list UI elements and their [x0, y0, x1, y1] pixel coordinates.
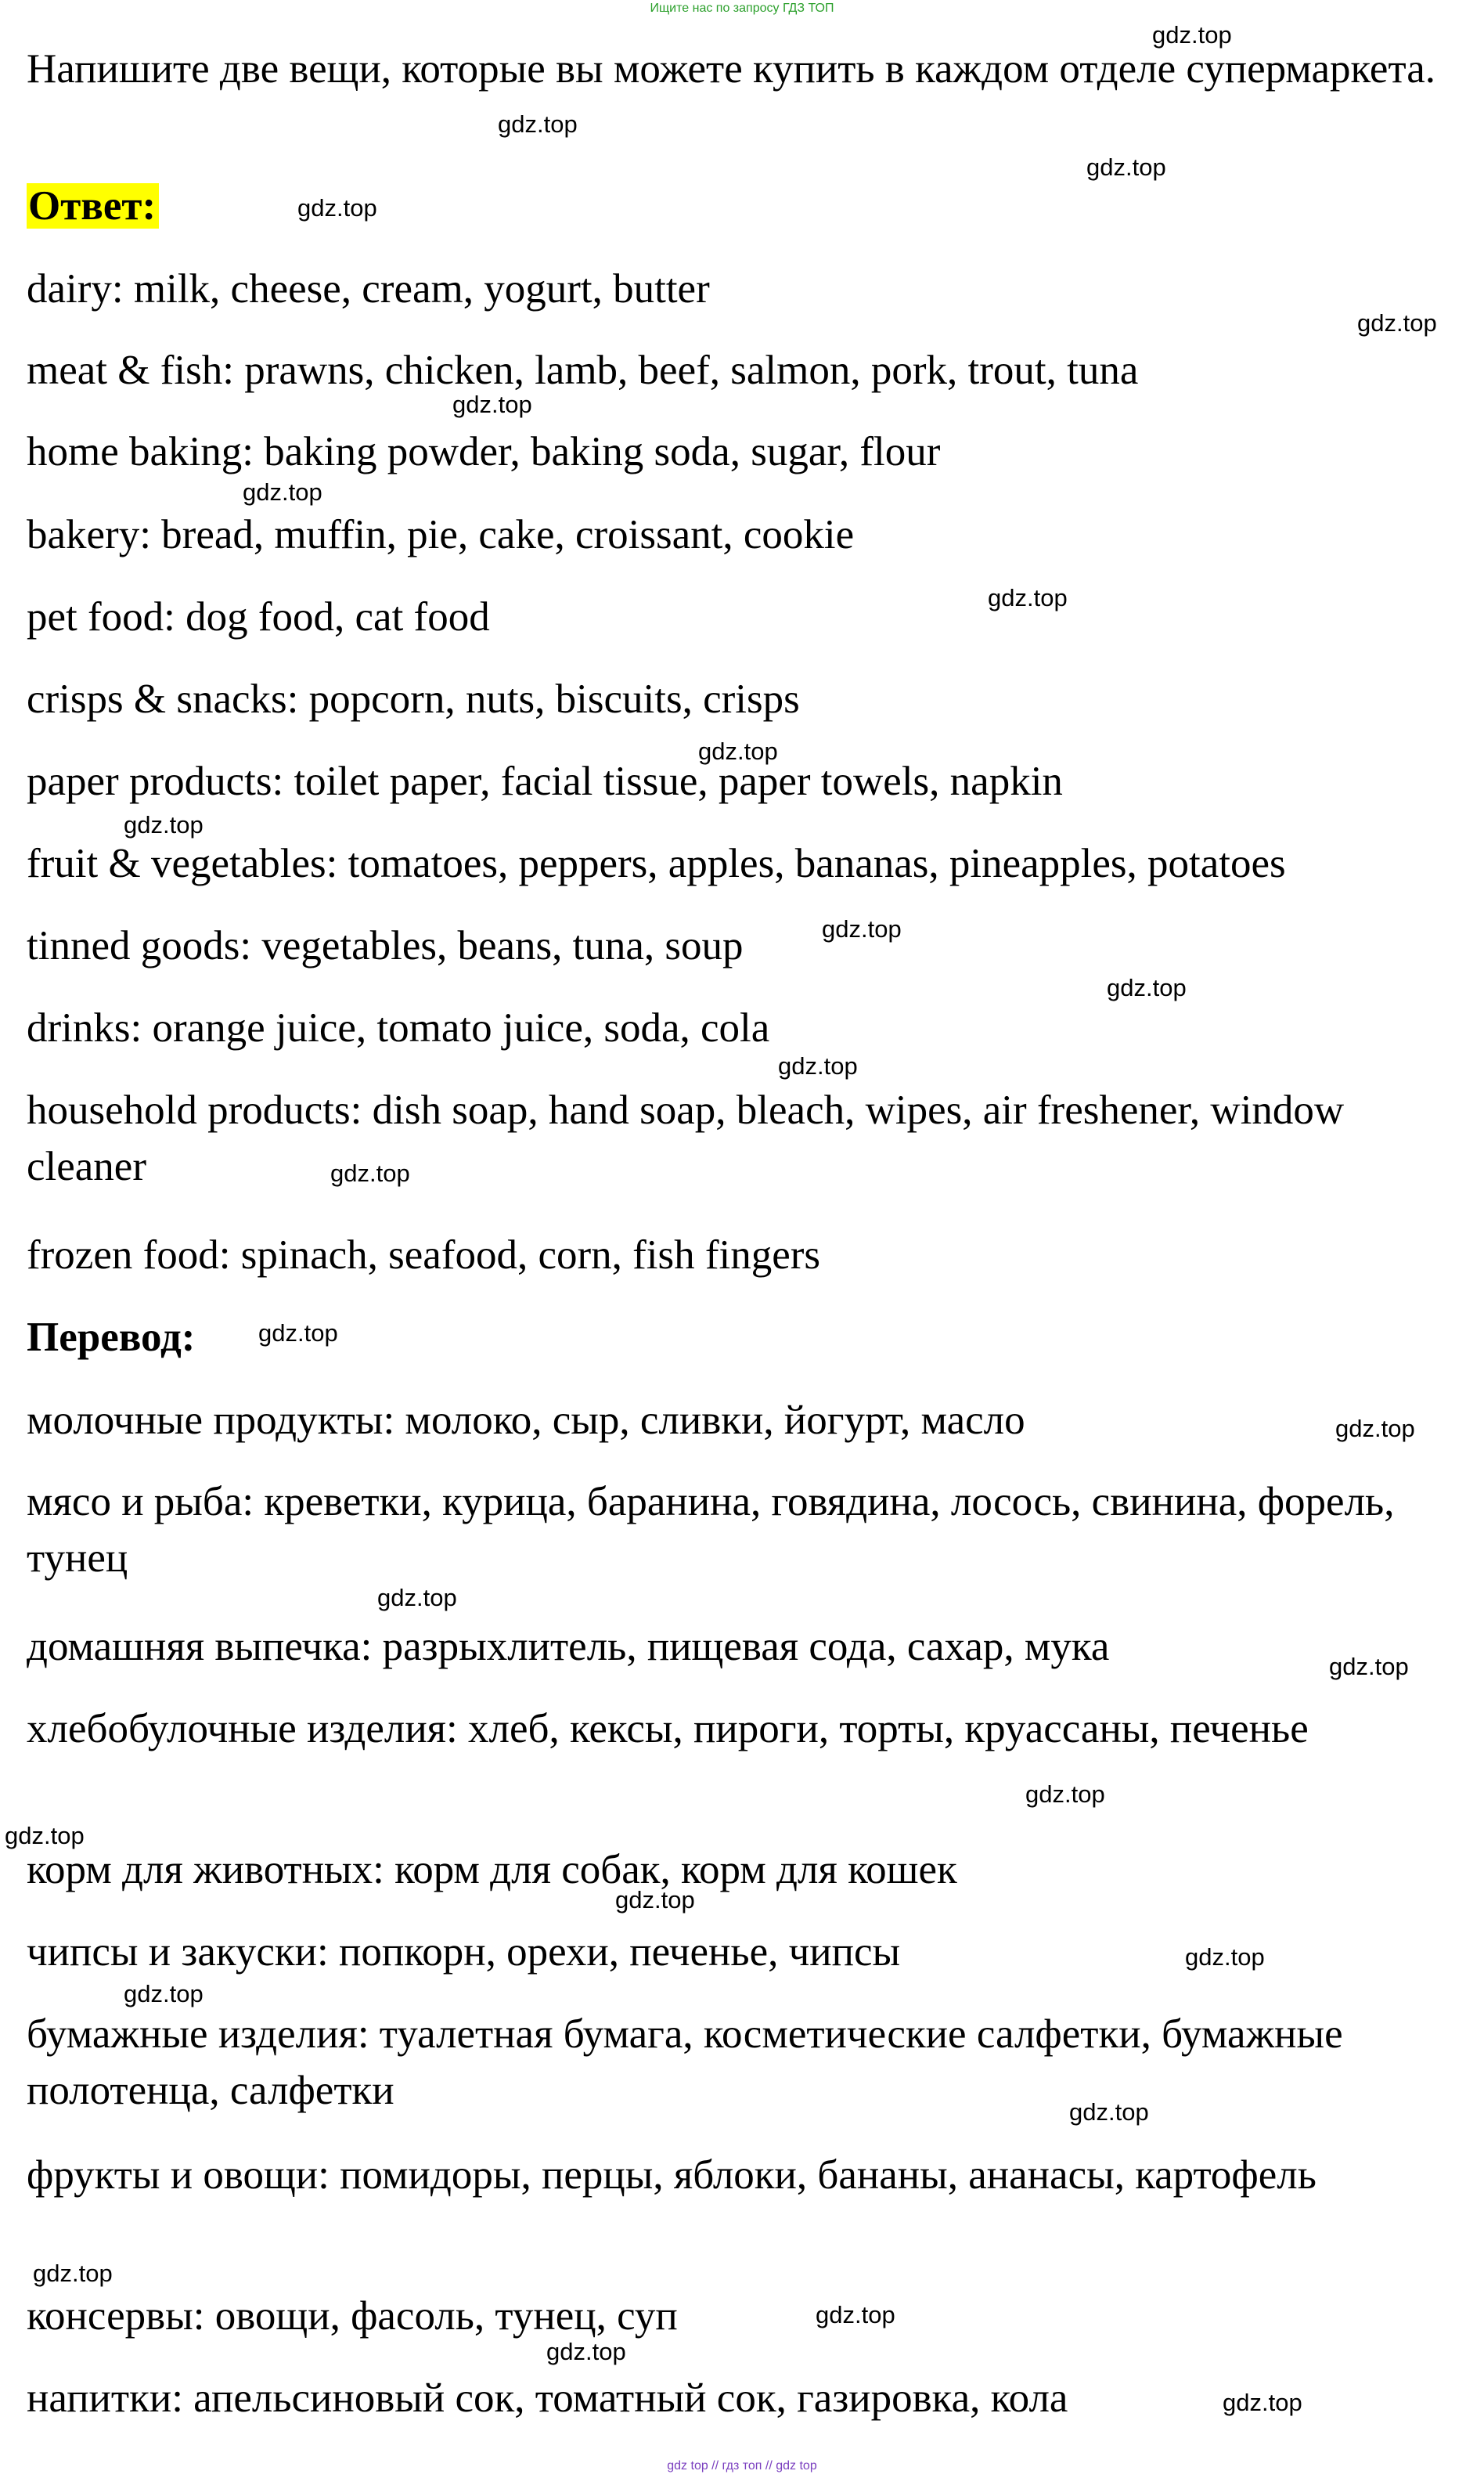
- answer-item: crisps & snacks: popcorn, nuts, biscuits, crisps: [27, 676, 800, 722]
- translation-item: корм для животных: корм для собак, корм для кошек: [27, 1847, 957, 1892]
- watermark: gdz.top: [124, 1980, 204, 2007]
- watermark: gdz.top: [615, 1886, 695, 1914]
- watermark: gdz.top: [33, 2260, 113, 2287]
- answer-item: meat & fish: prawns, chicken, lamb, beef, salmon, pork, trout, tuna: [27, 348, 1139, 393]
- translation-item: чипсы и закуски: попкорн, орехи, печенье, чипсы: [27, 1929, 901, 1975]
- translation-item: консервы: овощи, фасоль, тунец, суп: [27, 2293, 678, 2339]
- watermark: gdz.top: [1329, 1653, 1409, 1680]
- translation-item: бумажные изделия: туалетная бумага, косметические салфетки, бумажные полотенца, салфетки: [27, 2011, 1343, 2113]
- watermark: gdz.top: [5, 1822, 85, 1849]
- watermark: gdz.top: [1152, 21, 1232, 49]
- top-banner: Ищите нас по запросу ГДЗ ТОП: [650, 2, 834, 15]
- watermark: gdz.top: [1335, 1415, 1415, 1442]
- answer-heading: [27, 178, 159, 234]
- answer-item: bakery: bread, muffin, pie, cake, croissant, cookie: [27, 512, 855, 557]
- answer-item: tinned goods: vegetables, beans, tuna, soup: [27, 923, 744, 968]
- watermark: gdz.top: [822, 915, 902, 943]
- translation-item: мясо и рыба: креветки, курица, баранина, говядина, лосось, свинина, форель, тунец: [27, 1479, 1395, 1581]
- watermark: gdz.top: [778, 1052, 858, 1080]
- translation-item: фрукты и овощи: помидоры, перцы, яблоки, бананы, ананасы, картофель: [27, 2152, 1317, 2198]
- watermark: gdz.top: [698, 738, 778, 765]
- watermark: gdz.top: [1069, 2098, 1149, 2126]
- watermark: gdz.top: [1025, 1780, 1105, 1808]
- watermark: gdz.top: [377, 1584, 457, 1611]
- translation-item: напитки: апельсиновый сок, томатный сок, газировка, кола: [27, 2375, 1068, 2421]
- watermark: gdz.top: [1357, 309, 1437, 337]
- translation-item: молочные продукты: молоко, сыр, сливки, йогурт, масло: [27, 1398, 1025, 1443]
- watermark: gdz.top: [546, 2338, 626, 2365]
- watermark: gdz.top: [1086, 153, 1166, 181]
- watermark: gdz.top: [297, 194, 377, 222]
- watermark: gdz.top: [816, 2301, 895, 2328]
- watermark: gdz.top: [988, 584, 1068, 611]
- bottom-banner: gdz top // гдз топ // gdz top: [667, 2459, 817, 2473]
- watermark: gdz.top: [1107, 974, 1187, 1001]
- watermark: gdz.top: [124, 811, 204, 839]
- answer-item: dairy: milk, cheese, cream, yogurt, butter: [27, 266, 710, 312]
- answer-label: Ответ:: [27, 183, 159, 229]
- answer-item: fruit & vegetables: tomatoes, peppers, apples, bananas, pineapples, potatoes: [27, 841, 1286, 886]
- answer-item: household products: dish soap, hand soap, bleach, wipes, air freshener, window cleaner: [27, 1088, 1345, 1189]
- task-text: Напишите две вещи, которые вы можете купить в каждом отделе супермаркета.: [27, 46, 1436, 92]
- watermark: gdz.top: [1223, 2389, 1302, 2416]
- watermark: gdz.top: [1185, 1943, 1265, 1971]
- translation-item: домашняя выпечка: разрыхлитель, пищевая сода, сахар, мука: [27, 1624, 1110, 1669]
- watermark: gdz.top: [498, 110, 578, 138]
- answer-item: frozen food: spinach, seafood, corn, fish fingers: [27, 1232, 821, 1278]
- translation-item: хлебобулочные изделия: хлеб, кексы, пироги, торты, круассаны, печенье: [27, 1706, 1309, 1751]
- watermark: gdz.top: [243, 478, 322, 506]
- watermark: gdz.top: [258, 1319, 338, 1347]
- translation-heading: Перевод:: [27, 1315, 196, 1360]
- watermark: gdz.top: [330, 1160, 410, 1187]
- watermark: gdz.top: [452, 391, 532, 418]
- answer-item: paper products: toilet paper, facial tissue, paper towels, napkin: [27, 759, 1063, 804]
- answer-item: pet food: dog food, cat food: [27, 594, 490, 640]
- answer-item: home baking: baking powder, baking soda, sugar, flour: [27, 429, 941, 474]
- answer-item: drinks: orange juice, tomato juice, soda, cola: [27, 1005, 770, 1051]
